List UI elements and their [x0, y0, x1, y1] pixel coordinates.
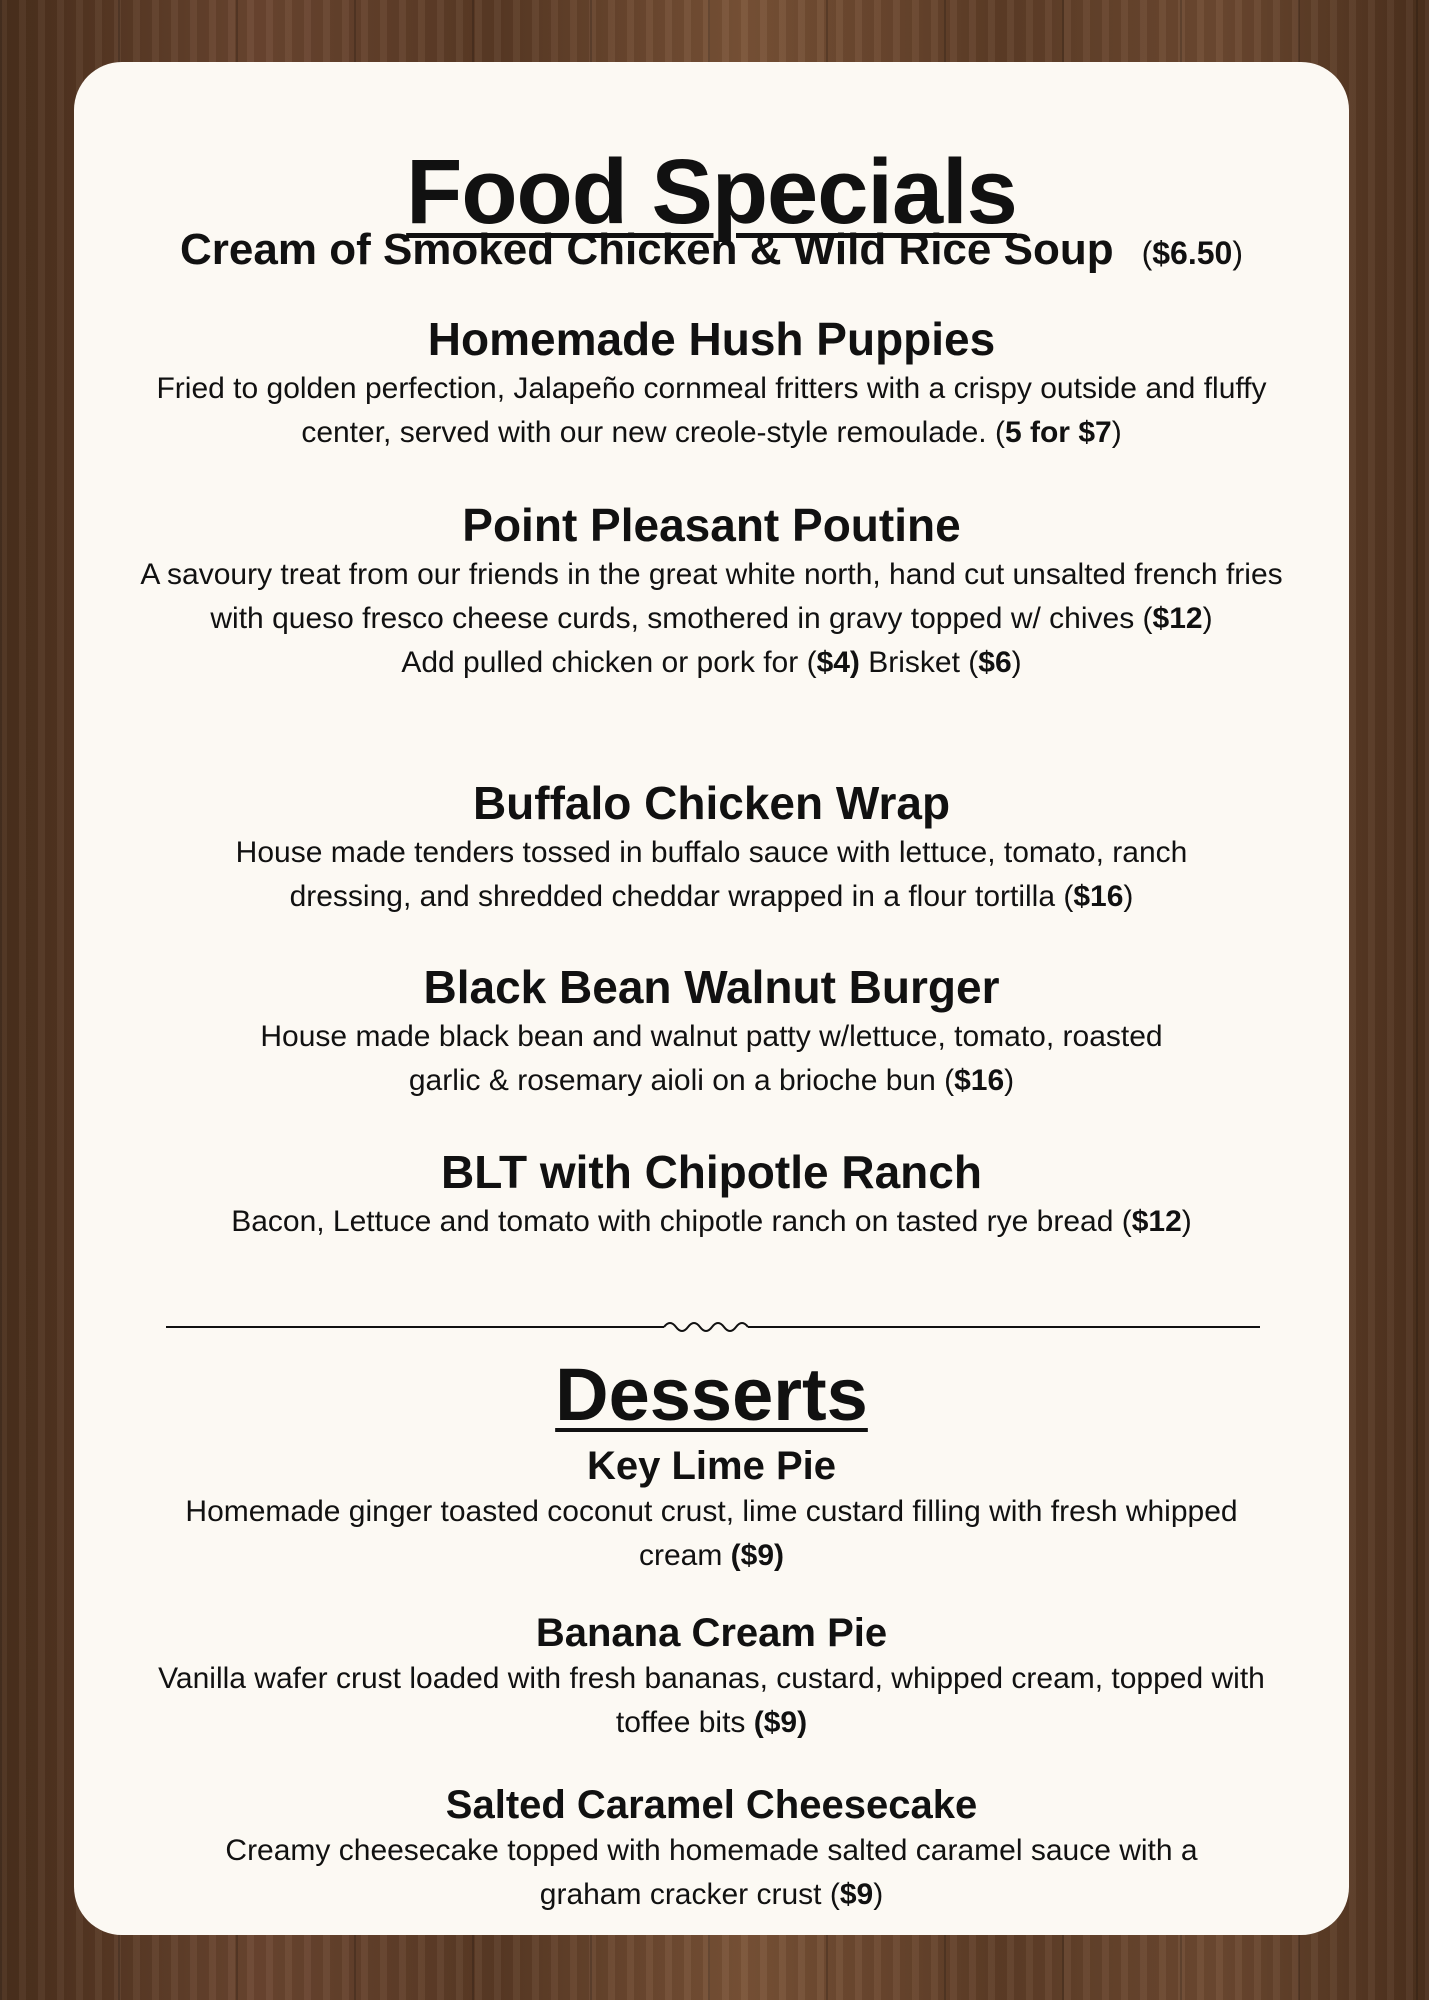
soup-price: ($6.50)	[1141, 235, 1243, 271]
menu-item-buffalo-wrap	[134, 776, 1289, 919]
item-price: $12	[1152, 602, 1203, 636]
item-price: 5 for $7	[1004, 416, 1112, 450]
dessert-price: ($9)	[753, 1706, 808, 1739]
item-description: Bacon, Lettuce and tomato with chipotle ranch on tasted rye bread ($12)	[231, 1205, 1192, 1239]
dessert-price: ($9)	[730, 1539, 785, 1572]
item-price: $16	[1073, 880, 1124, 914]
soup-price-value: $6.50	[1152, 235, 1233, 271]
menu-item-blt	[134, 1145, 1289, 1244]
item-price: $12	[1131, 1205, 1182, 1239]
dessert-description: Homemade ginger toasted coconut crust, lime custard filling with fresh whipped cream ($9)	[185, 1495, 1238, 1572]
desserts-title: Desserts	[555, 1353, 868, 1436]
dessert-description: Vanilla wafer crust loaded with fresh bananas, custard, whipped cream, topped with toffee bits ($9)	[158, 1662, 1265, 1739]
dessert-name: Key Lime Pie	[586, 1444, 836, 1488]
dessert-salted-caramel-cheesecake	[134, 1781, 1289, 1917]
item-price: $16	[954, 1064, 1005, 1098]
menu-card	[74, 62, 1349, 1935]
addon-price-brisket: $6	[978, 646, 1012, 680]
item-description: A savoury treat from our friends in the great white north, hand cut unsalted french fries with queso fresco cheese curds, smothered in gravy topped w/ chives ($12)	[140, 558, 1283, 636]
menu-item-hush-puppies	[134, 312, 1289, 455]
dessert-key-lime-pie	[134, 1442, 1289, 1578]
item-name: BLT with Chipotle Ranch	[441, 1146, 982, 1198]
dessert-name: Banana Cream Pie	[535, 1611, 888, 1655]
addon-price-chicken-pork: $4)	[816, 646, 860, 680]
dessert-price: $9	[839, 1878, 874, 1911]
menu-item-black-bean-burger	[134, 960, 1289, 1103]
item-name: Black Bean Walnut Burger	[423, 961, 1000, 1013]
item-name: Homemade Hush Puppies	[427, 313, 996, 365]
dessert-banana-cream-pie	[134, 1609, 1289, 1745]
item-name: Point Pleasant Poutine	[462, 499, 961, 551]
item-description: House made black bean and walnut patty w/lettuce, tomato, roasted garlic & rosemary aioli on a brioche bun ($16)	[260, 1020, 1163, 1098]
soup-line	[74, 225, 1349, 275]
page-title: Food Specials	[406, 141, 1017, 243]
menu-item-poutine	[134, 498, 1289, 685]
dessert-description: Creamy cheesecake topped with homemade salted caramel sauce with a graham cracker crust ($9)	[225, 1834, 1198, 1911]
section-divider	[166, 1315, 1260, 1339]
item-addon: Add pulled chicken or pork for ($4) Brisket ($6)	[401, 646, 1022, 680]
dessert-name: Salted Caramel Cheesecake	[445, 1783, 978, 1827]
item-name: Buffalo Chicken Wrap	[472, 777, 951, 829]
item-description: House made tenders tossed in buffalo sauce with lettuce, tomato, ranch dressing, and shredded cheddar wrapped in a flour tortilla ($16)	[235, 836, 1188, 914]
soup-name: Cream of Smoked Chicken & Wild Rice Soup	[180, 225, 1114, 274]
item-description: Fried to golden perfection, Jalapeño cornmeal fritters with a crispy outside and fluffy center, served with our new creole-style remoulade. (5 for $7)	[156, 372, 1267, 450]
